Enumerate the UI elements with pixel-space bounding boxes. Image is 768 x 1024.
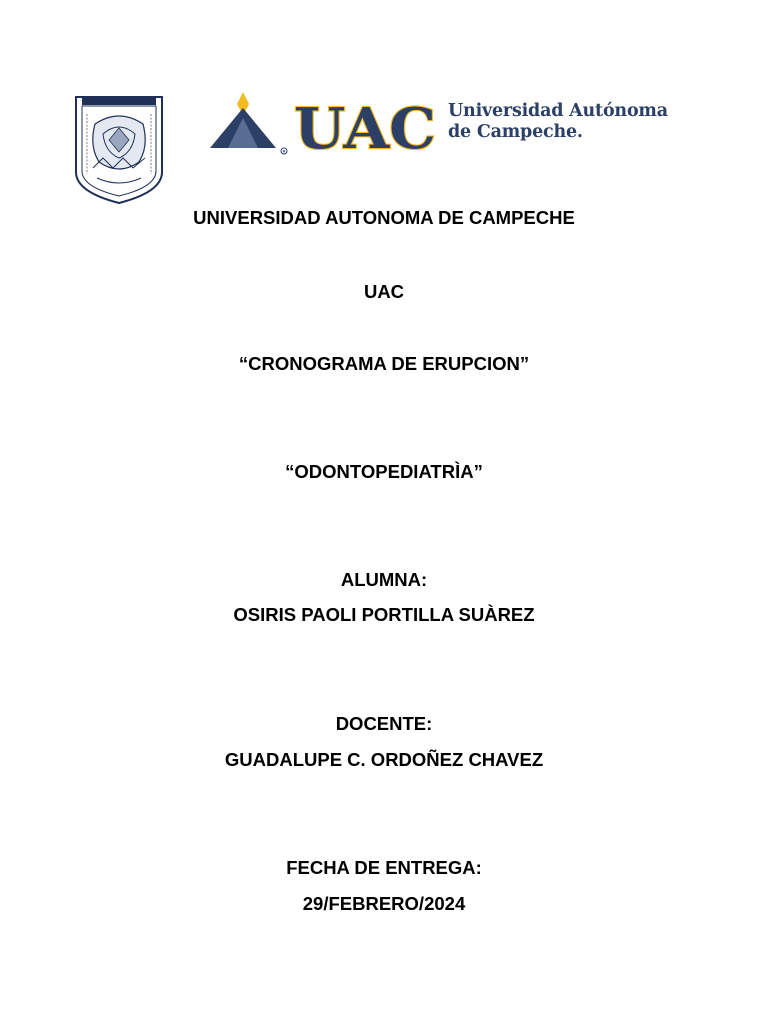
university-logo-name <box>448 101 668 143</box>
svg-text:R: R <box>282 148 286 154</box>
svg-text:UAC: UAC <box>294 96 436 154</box>
student-name: OSIRIS PAOLI PORTILLA SUÀREZ <box>233 604 535 625</box>
university-name: UNIVERSIDAD AUTONOMA DE CAMPECHE <box>193 207 575 228</box>
logo-name-line2: de Campeche. <box>448 122 583 142</box>
uac-wordmark-logo <box>292 96 438 154</box>
document-title: “CRONOGRAMA DE ERUPCION” <box>238 353 530 374</box>
logo-name-line1: Universidad Autónoma <box>448 101 668 121</box>
university-acronym: UAC <box>363 281 405 302</box>
subject-name: “ODONTOPEDIATRÌA” <box>285 461 483 482</box>
teacher-label: DOCENTE: <box>335 713 433 734</box>
university-seal-logo <box>73 94 165 206</box>
uac-triangle-logo-icon <box>208 90 288 156</box>
date-label: FECHA DE ENTREGA: <box>286 857 482 878</box>
teacher-name: GUADALUPE C. ORDOÑEZ CHAVEZ <box>224 749 544 770</box>
date-value: 29/FEBRERO/2024 <box>302 893 466 914</box>
student-label: ALUMNA: <box>340 569 428 590</box>
